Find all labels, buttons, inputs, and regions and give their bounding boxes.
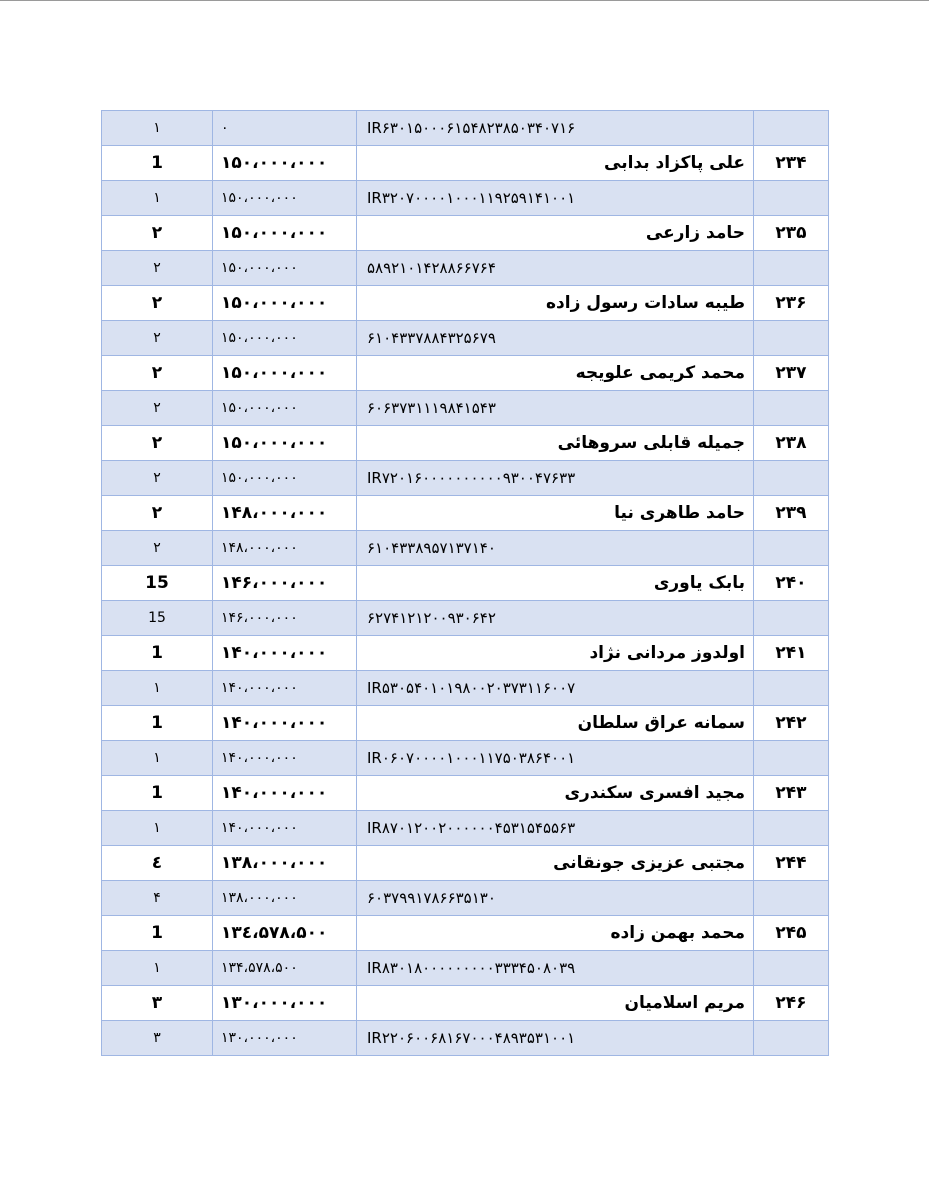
person-row bbox=[102, 636, 829, 671]
count-cell: ۱ bbox=[102, 181, 213, 216]
row-number-cell bbox=[754, 321, 829, 356]
count-cell: ۱ bbox=[102, 811, 213, 846]
person-row bbox=[102, 216, 829, 251]
row-number-cell bbox=[754, 601, 829, 636]
name-cell: مجید افسری سکندری bbox=[357, 776, 754, 811]
account-row bbox=[102, 741, 829, 776]
count-cell: 15 bbox=[102, 601, 213, 636]
amount-cell: ۱۴۶،۰۰۰،۰۰۰ bbox=[213, 566, 357, 601]
row-number-cell bbox=[754, 251, 829, 286]
row-number-cell: ۲۴۱ bbox=[754, 636, 829, 671]
name-cell: اولدوز مردانی نژاد bbox=[357, 636, 754, 671]
row-number-cell bbox=[754, 111, 829, 146]
count-cell: ۲ bbox=[102, 496, 213, 531]
count-cell: ۱ bbox=[102, 671, 213, 706]
person-row bbox=[102, 496, 829, 531]
row-number-cell: ۲۴۵ bbox=[754, 916, 829, 951]
name-cell: جمیله قابلی سروهائی bbox=[357, 426, 754, 461]
person-row bbox=[102, 286, 829, 321]
account-row bbox=[102, 601, 829, 636]
account-row bbox=[102, 111, 829, 146]
account-number-cell: IR۸۳۰۱۸۰۰۰۰۰۰۰۰۰۳۳۳۴۵۰۸۰۳۹ bbox=[357, 951, 754, 986]
amount-cell: ۱۴۰،۰۰۰،۰۰۰ bbox=[213, 636, 357, 671]
row-number-cell bbox=[754, 811, 829, 846]
amount-cell: ۱۵۰،۰۰۰،۰۰۰ bbox=[213, 321, 357, 356]
person-row bbox=[102, 986, 829, 1021]
account-number-cell: IR۸۷۰۱۲۰۰۲۰۰۰۰۰۰۴۵۳۱۵۴۵۵۶۳ bbox=[357, 811, 754, 846]
name-cell: مریم اسلامیان bbox=[357, 986, 754, 1021]
amount-cell: ۱۵۰،۰۰۰،۰۰۰ bbox=[213, 146, 357, 181]
account-number-cell: ۶۱۰۴۳۳۷۸۸۴۳۲۵۶۷۹ bbox=[357, 321, 754, 356]
count-cell: ۳ bbox=[102, 986, 213, 1021]
count-cell: ۲ bbox=[102, 286, 213, 321]
amount-cell: ۱۵۰،۰۰۰،۰۰۰ bbox=[213, 356, 357, 391]
row-number-cell bbox=[754, 1021, 829, 1056]
amount-cell: ۱۵۰،۰۰۰،۰۰۰ bbox=[213, 181, 357, 216]
top-rule bbox=[0, 0, 929, 1]
amount-cell: ۱۴۶،۰۰۰،۰۰۰ bbox=[213, 601, 357, 636]
account-number-cell: IR۷۲۰۱۶۰۰۰۰۰۰۰۰۰۰۹۳۰۰۴۷۶۳۳ bbox=[357, 461, 754, 496]
row-number-cell: ۲۳۵ bbox=[754, 216, 829, 251]
account-number-cell: ۶۱۰۴۳۳۸۹۵۷۱۳۷۱۴۰ bbox=[357, 531, 754, 566]
person-row bbox=[102, 356, 829, 391]
account-row bbox=[102, 671, 829, 706]
amount-cell: ۱۴۸،۰۰۰،۰۰۰ bbox=[213, 496, 357, 531]
account-row bbox=[102, 881, 829, 916]
amount-cell: ۱۵۰،۰۰۰،۰۰۰ bbox=[213, 286, 357, 321]
count-cell: ۱ bbox=[102, 111, 213, 146]
row-number-cell: ۲۳۴ bbox=[754, 146, 829, 181]
amount-cell: ۱۵۰،۰۰۰،۰۰۰ bbox=[213, 216, 357, 251]
account-number-cell: ۶۰۶۳۷۳۱۱۱۹۸۴۱۵۴۳ bbox=[357, 391, 754, 426]
amount-cell: ۰ bbox=[213, 111, 357, 146]
name-cell: حامد زارعی bbox=[357, 216, 754, 251]
row-number-cell: ۲۳۹ bbox=[754, 496, 829, 531]
row-number-cell bbox=[754, 181, 829, 216]
count-cell: ۲ bbox=[102, 531, 213, 566]
amount-cell: ۱۳٤،۵۷۸،۵۰۰ bbox=[213, 916, 357, 951]
count-cell: ۲ bbox=[102, 216, 213, 251]
person-row bbox=[102, 426, 829, 461]
amount-cell: ۱۵۰،۰۰۰،۰۰۰ bbox=[213, 426, 357, 461]
row-number-cell: ۲۳۸ bbox=[754, 426, 829, 461]
account-number-cell: IR۳۲۰۷۰۰۰۰۱۰۰۰۱۱۹۲۵۹۱۴۱۰۰۱ bbox=[357, 181, 754, 216]
account-number-cell: IR۵۳۰۵۴۰۱۰۱۹۸۰۰۲۰۳۷۳۱۱۶۰۰۷ bbox=[357, 671, 754, 706]
account-number-cell: IR۲۲۰۶۰۰۶۸۱۶۷۰۰۰۴۸۹۳۵۳۱۰۰۱ bbox=[357, 1021, 754, 1056]
count-cell: ۲ bbox=[102, 356, 213, 391]
person-row bbox=[102, 706, 829, 741]
amount-cell: ۱۳۸،۰۰۰،۰۰۰ bbox=[213, 846, 357, 881]
count-cell: ۲ bbox=[102, 391, 213, 426]
person-row bbox=[102, 916, 829, 951]
row-number-cell: ۲۴۳ bbox=[754, 776, 829, 811]
row-number-cell bbox=[754, 531, 829, 566]
person-row bbox=[102, 776, 829, 811]
person-row bbox=[102, 146, 829, 181]
row-number-cell: ۲۳۶ bbox=[754, 286, 829, 321]
amount-cell: ۱۳۰،۰۰۰،۰۰۰ bbox=[213, 1021, 357, 1056]
amount-cell: ۱۴۰،۰۰۰،۰۰۰ bbox=[213, 811, 357, 846]
count-cell: 1 bbox=[102, 776, 213, 811]
account-row bbox=[102, 531, 829, 566]
name-cell: علی پاکزاد بدابی bbox=[357, 146, 754, 181]
account-number-cell: IR۶۳۰۱۵۰۰۰۶۱۵۴۸۲۳۸۵۰۳۴۰۷۱۶ bbox=[357, 111, 754, 146]
row-number-cell: ۲۴۴ bbox=[754, 846, 829, 881]
count-cell: ۲ bbox=[102, 426, 213, 461]
count-cell: ۱ bbox=[102, 741, 213, 776]
name-cell: طیبه سادات رسول زاده bbox=[357, 286, 754, 321]
account-row bbox=[102, 391, 829, 426]
account-number-cell: ۵۸۹۲۱۰۱۴۲۸۸۶۶۷۶۴ bbox=[357, 251, 754, 286]
account-row bbox=[102, 1021, 829, 1056]
count-cell: ۲ bbox=[102, 321, 213, 356]
count-cell: 1 bbox=[102, 146, 213, 181]
row-number-cell: ۲۳۷ bbox=[754, 356, 829, 391]
amount-cell: ۱۴۸،۰۰۰،۰۰۰ bbox=[213, 531, 357, 566]
account-row bbox=[102, 461, 829, 496]
row-number-cell: ۲۴۶ bbox=[754, 986, 829, 1021]
count-cell: 1 bbox=[102, 706, 213, 741]
count-cell: ٤ bbox=[102, 846, 213, 881]
account-row bbox=[102, 951, 829, 986]
count-cell: ۲ bbox=[102, 251, 213, 286]
row-number-cell bbox=[754, 741, 829, 776]
count-cell: 1 bbox=[102, 916, 213, 951]
account-number-cell: IR۰۶۰۷۰۰۰۰۱۰۰۰۱۱۷۵۰۳۸۶۴۰۰۱ bbox=[357, 741, 754, 776]
amount-cell: ۱۴۰،۰۰۰،۰۰۰ bbox=[213, 706, 357, 741]
table-body bbox=[102, 111, 829, 1056]
row-number-cell bbox=[754, 671, 829, 706]
amount-cell: ۱۵۰،۰۰۰،۰۰۰ bbox=[213, 391, 357, 426]
beneficiary-table bbox=[101, 110, 829, 1056]
amount-cell: ۱۵۰،۰۰۰،۰۰۰ bbox=[213, 251, 357, 286]
account-row bbox=[102, 321, 829, 356]
name-cell: مجتبی عزیزی جونقانی bbox=[357, 846, 754, 881]
name-cell: حامد طاهری نیا bbox=[357, 496, 754, 531]
name-cell: محمد بهمن زاده bbox=[357, 916, 754, 951]
count-cell: 15 bbox=[102, 566, 213, 601]
amount-cell: ۱۳۰،۰۰۰،۰۰۰ bbox=[213, 986, 357, 1021]
name-cell: بابک یاوری bbox=[357, 566, 754, 601]
amount-cell: ۱۴۰،۰۰۰،۰۰۰ bbox=[213, 671, 357, 706]
account-row bbox=[102, 811, 829, 846]
amount-cell: ۱۴۰،۰۰۰،۰۰۰ bbox=[213, 776, 357, 811]
account-number-cell: ۶۲۷۴۱۲۱۲۰۰۹۳۰۶۴۲ bbox=[357, 601, 754, 636]
row-number-cell bbox=[754, 881, 829, 916]
count-cell: ۳ bbox=[102, 1021, 213, 1056]
amount-cell: ۱۵۰،۰۰۰،۰۰۰ bbox=[213, 461, 357, 496]
row-number-cell: ۲۴۰ bbox=[754, 566, 829, 601]
count-cell: ۴ bbox=[102, 881, 213, 916]
person-row bbox=[102, 566, 829, 601]
name-cell: سمانه عراق سلطان bbox=[357, 706, 754, 741]
account-row bbox=[102, 181, 829, 216]
count-cell: ۱ bbox=[102, 951, 213, 986]
amount-cell: ۱۳۴،۵۷۸،۵۰۰ bbox=[213, 951, 357, 986]
account-number-cell: ۶۰۳۷۹۹۱۷۸۶۶۳۵۱۳۰ bbox=[357, 881, 754, 916]
row-number-cell bbox=[754, 461, 829, 496]
count-cell: 1 bbox=[102, 636, 213, 671]
person-row bbox=[102, 846, 829, 881]
row-number-cell: ۲۴۲ bbox=[754, 706, 829, 741]
account-row bbox=[102, 251, 829, 286]
row-number-cell bbox=[754, 951, 829, 986]
row-number-cell bbox=[754, 391, 829, 426]
amount-cell: ۱۴۰،۰۰۰،۰۰۰ bbox=[213, 741, 357, 776]
amount-cell: ۱۳۸،۰۰۰،۰۰۰ bbox=[213, 881, 357, 916]
count-cell: ۲ bbox=[102, 461, 213, 496]
name-cell: محمد کریمی علویجه bbox=[357, 356, 754, 391]
